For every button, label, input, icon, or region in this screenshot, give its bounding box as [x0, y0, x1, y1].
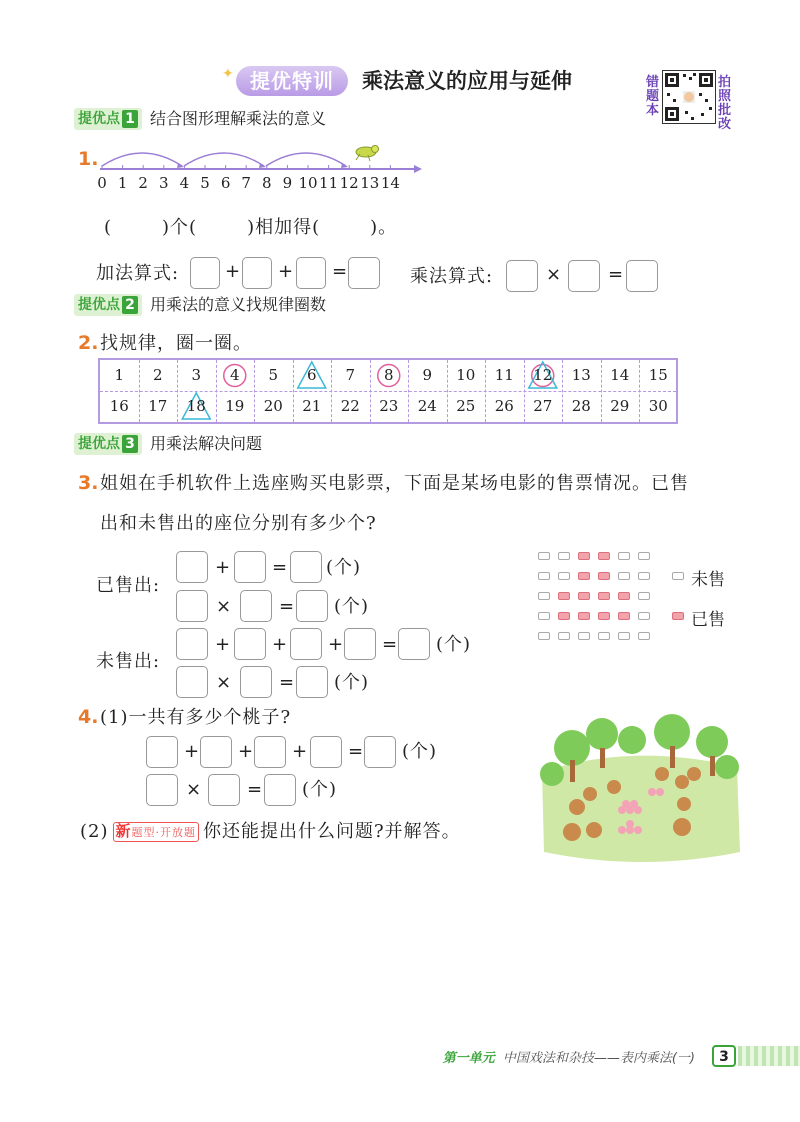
- answer-box[interactable]: [176, 551, 208, 583]
- legend-unsold-label: 未售: [691, 570, 725, 590]
- tick-label: 11: [319, 174, 339, 192]
- answer-box[interactable]: [146, 774, 178, 806]
- grid-cell[interactable]: 24: [417, 397, 437, 415]
- grid-cell[interactable]: 26: [494, 397, 514, 415]
- grid-cell[interactable]: 6: [306, 366, 317, 384]
- grid-cell[interactable]: 23: [379, 397, 399, 415]
- seat-unsold: [638, 632, 650, 640]
- seat-sold: [618, 592, 630, 600]
- seat-unsold: [638, 572, 650, 580]
- seat-unsold: [538, 592, 550, 600]
- section-title: 用乘法的意义找规律圈数: [150, 295, 327, 314]
- section-2-header: [74, 294, 326, 316]
- plus-sign: +: [184, 741, 200, 762]
- seat-sold: [598, 592, 610, 600]
- seat-unsold: [638, 592, 650, 600]
- section-title: 结合图形理解乘法的意义: [150, 109, 327, 128]
- seat-unsold: [538, 572, 550, 580]
- multiplication-label: 乘法算式:: [410, 266, 494, 287]
- answer-box[interactable]: [234, 628, 266, 660]
- answer-box[interactable]: [290, 551, 322, 583]
- answer-box[interactable]: [506, 260, 538, 292]
- grid-cell[interactable]: 15: [648, 366, 668, 384]
- unit-label: (个): [302, 779, 338, 800]
- sold-label: 已售出:: [96, 575, 161, 596]
- seat-sold: [578, 572, 590, 580]
- footer-decoration: [738, 1046, 800, 1066]
- tick-label: 6: [220, 174, 231, 192]
- grid-cell[interactable]: 3: [191, 366, 202, 384]
- answer-box[interactable]: [240, 666, 272, 698]
- section-tag: 提优点 2: [74, 294, 142, 316]
- grid-cell[interactable]: 27: [533, 397, 553, 415]
- times-sign: ×: [216, 596, 232, 617]
- tick-label: 12: [339, 174, 359, 192]
- times-sign: ×: [186, 779, 202, 800]
- grid-cell[interactable]: 2: [152, 366, 163, 384]
- number-grid: [98, 358, 678, 424]
- seat-sold: [558, 592, 570, 600]
- section-title: 用乘法解决问题: [150, 434, 263, 453]
- q3-text-line1: 姐姐在手机软件上选座购买电影票，下面是某场电影的售票情况。已售: [100, 473, 689, 494]
- q3-text-line2: 出和未售出的座位分别有多少个?: [100, 513, 377, 534]
- grid-cell[interactable]: 9: [422, 366, 433, 384]
- plus-sign: +: [215, 634, 231, 655]
- seat-unsold: [538, 612, 550, 620]
- tick-label: 14: [380, 174, 400, 192]
- tick-label: 3: [159, 174, 169, 192]
- tick-label: 5: [200, 174, 210, 192]
- page-title: 乘法意义的应用与延伸: [362, 69, 572, 93]
- grid-cell[interactable]: 4: [229, 366, 240, 384]
- seat-unsold: [618, 552, 630, 560]
- seat-unsold: [618, 572, 630, 580]
- equals-sign: =: [382, 634, 398, 655]
- sparkle-icon: ✦: [222, 66, 234, 82]
- grid-cell[interactable]: 13: [571, 366, 591, 384]
- seat-unsold: [538, 632, 550, 640]
- tick-label: 0: [97, 174, 107, 192]
- seat-unsold: [558, 572, 570, 580]
- grid-cell[interactable]: 30: [648, 397, 668, 415]
- equals-sign: =: [279, 672, 295, 693]
- grid-cell[interactable]: 22: [340, 397, 360, 415]
- answer-box[interactable]: [344, 628, 376, 660]
- answer-box[interactable]: [290, 628, 322, 660]
- seat-sold: [618, 612, 630, 620]
- answer-box[interactable]: [296, 590, 328, 622]
- answer-box[interactable]: [176, 628, 208, 660]
- grid-cell[interactable]: 19: [225, 397, 245, 415]
- seat-sold: [558, 612, 570, 620]
- legend-sold-label: 已售: [691, 610, 725, 630]
- equals-sign: =: [608, 264, 624, 285]
- times-sign: ×: [216, 672, 232, 693]
- grid-cell[interactable]: 17: [148, 397, 168, 415]
- seat-map: [538, 552, 658, 652]
- unsold-label: 未售出:: [96, 651, 161, 672]
- q4-part2: (2) 新题型·开放题 你还能提出什么问题?并解答。: [80, 821, 461, 842]
- times-sign: ×: [546, 264, 562, 285]
- tick-label: 2: [138, 174, 148, 192]
- equals-sign: =: [272, 557, 288, 578]
- seat-unsold: [638, 552, 650, 560]
- grid-cell[interactable]: 16: [109, 397, 129, 415]
- grid-cell[interactable]: 10: [456, 366, 476, 384]
- question-number: 4.: [78, 706, 99, 728]
- grid-cell[interactable]: 18: [186, 397, 206, 415]
- seat-unsold: [558, 632, 570, 640]
- plus-sign: +: [238, 741, 254, 762]
- answer-box[interactable]: [176, 590, 208, 622]
- seat-sold: [578, 552, 590, 560]
- seat-sold: [598, 572, 610, 580]
- number-line: [92, 136, 422, 176]
- question-number: 2.: [78, 332, 99, 354]
- answer-box[interactable]: [242, 257, 272, 289]
- question-number: 3.: [78, 472, 99, 494]
- tick-label: 4: [179, 174, 190, 192]
- plus-sign: +: [225, 261, 241, 282]
- grid-cell[interactable]: 21: [302, 397, 322, 415]
- seat-unsold: [578, 632, 590, 640]
- grid-cell[interactable]: 28: [571, 397, 591, 415]
- plus-sign: +: [328, 634, 344, 655]
- answer-box[interactable]: [146, 736, 178, 768]
- grid-cell[interactable]: 20: [263, 397, 283, 415]
- seat-unsold: [638, 612, 650, 620]
- answer-box[interactable]: [176, 666, 208, 698]
- qr-left-label: 错题本: [646, 75, 660, 118]
- q2-instruction: 找规律，圈一圈。: [100, 333, 252, 354]
- grid-cell[interactable]: 25: [456, 397, 476, 415]
- section-tag: 提优点 1: [74, 108, 142, 130]
- grid-cell[interactable]: 8: [383, 366, 394, 384]
- plus-sign: +: [278, 261, 294, 282]
- answer-box[interactable]: [296, 666, 328, 698]
- seat-unsold: [538, 552, 550, 560]
- grid-cell[interactable]: 14: [610, 366, 630, 384]
- seat-sold: [598, 552, 610, 560]
- answer-box[interactable]: [264, 774, 296, 806]
- legend-unsold-swatch: [672, 572, 684, 580]
- answer-box[interactable]: [208, 774, 240, 806]
- answer-box[interactable]: [398, 628, 430, 660]
- tick-label: 7: [241, 174, 251, 192]
- seat-sold: [578, 612, 590, 620]
- seat-unsold: [618, 632, 630, 640]
- q4-part1: (1)一共有多少个桃子?: [100, 707, 292, 728]
- seat-sold: [578, 592, 590, 600]
- footer-text: 第一单元 中国戏法和杂技——表内乘法(一): [442, 1051, 695, 1066]
- tick-label: 9: [282, 174, 293, 192]
- equals-sign: =: [348, 741, 364, 762]
- new-question-type-badge: 新题型·开放题: [113, 822, 200, 842]
- plus-sign: +: [215, 557, 231, 578]
- answer-box[interactable]: [190, 257, 220, 289]
- unit-label: (个): [334, 672, 370, 693]
- grid-cell[interactable]: 7: [345, 366, 356, 384]
- tick-label: 13: [360, 174, 380, 192]
- tick-label: 10: [298, 174, 318, 192]
- unit-label: (个): [334, 596, 370, 617]
- addition-label: 加法算式:: [96, 263, 180, 284]
- tick-label: 1: [117, 174, 128, 192]
- answer-box[interactable]: [234, 551, 266, 583]
- grid-cell[interactable]: 11: [494, 366, 514, 384]
- plus-sign: +: [272, 634, 288, 655]
- monkeys-peaches-illustration: [532, 712, 744, 862]
- unit-label: (个): [326, 557, 362, 578]
- grid-cell[interactable]: 12: [533, 366, 553, 384]
- qr-right-label: 拍照批改: [718, 75, 732, 132]
- section-3-header: [74, 433, 262, 455]
- grid-cell[interactable]: 1: [114, 366, 125, 384]
- equals-sign: =: [332, 261, 348, 282]
- qr-code-icon[interactable]: [662, 70, 716, 124]
- unit-label: (个): [436, 634, 472, 655]
- answer-box[interactable]: [296, 257, 326, 289]
- answer-box[interactable]: [254, 736, 286, 768]
- answer-box[interactable]: [348, 257, 380, 289]
- plus-sign: +: [292, 741, 308, 762]
- seat-unsold: [558, 552, 570, 560]
- section-tag: 提优点 3: [74, 433, 142, 455]
- question-number: 1.: [78, 148, 99, 170]
- answer-box[interactable]: [310, 736, 342, 768]
- answer-box[interactable]: [240, 590, 272, 622]
- number-line-labels: [92, 174, 422, 194]
- tick-label: 8: [262, 174, 272, 192]
- answer-box[interactable]: [568, 260, 600, 292]
- answer-box[interactable]: [364, 736, 396, 768]
- section-1-header: [74, 108, 326, 130]
- header-badge-text: 提优特训: [250, 69, 334, 93]
- seat-unsold: [598, 632, 610, 640]
- grid-cell[interactable]: 5: [268, 366, 279, 384]
- grid-cell[interactable]: 29: [610, 397, 630, 415]
- header-badge: [236, 66, 348, 96]
- unit-label: (个): [402, 741, 438, 762]
- legend-sold-swatch: [672, 612, 684, 620]
- equals-sign: =: [279, 596, 295, 617]
- page-number: 3: [712, 1045, 736, 1067]
- equals-sign: =: [247, 779, 263, 800]
- answer-box[interactable]: [626, 260, 658, 292]
- grasshopper-icon: [356, 146, 379, 162]
- seat-sold: [598, 612, 610, 620]
- answer-box[interactable]: [200, 736, 232, 768]
- q1-fill-sentence: ( )个( )相加得( )。: [104, 217, 398, 238]
